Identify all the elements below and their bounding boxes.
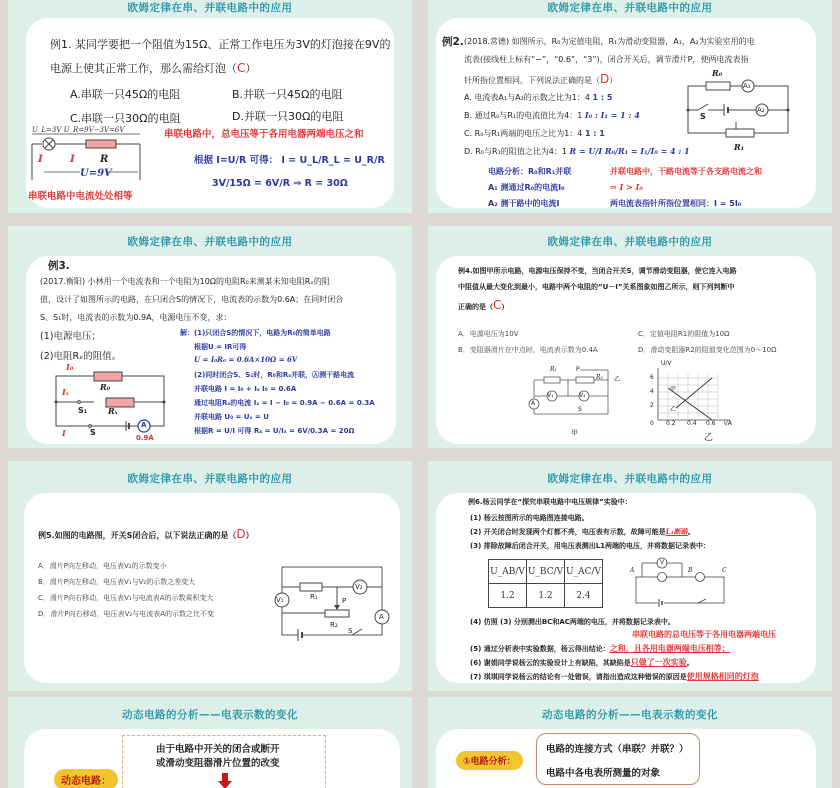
- option-b: B．变阻器滑片在中点时，电流表示数为0.4A: [458, 346, 598, 354]
- slide-card: [26, 18, 394, 208]
- label-v: V: [660, 559, 665, 566]
- answer: C: [237, 61, 246, 75]
- circuit-analysis-tag: ①电路分析：: [456, 751, 523, 770]
- option-c: C．滑片P向右移动，电压表V₁与电流表A的示数乘积变大: [38, 594, 214, 602]
- label-r0: R₀: [712, 68, 723, 78]
- label-p: P: [576, 366, 580, 373]
- graph-xtick-02: 0.2: [666, 420, 676, 427]
- formula-2: 3V/15Ω = 6V/R ⇒ R = 30Ω: [212, 178, 348, 189]
- label-a: A: [531, 400, 536, 407]
- option-a: A．电源电压为10V: [458, 330, 519, 338]
- resistor-label: R: [100, 154, 109, 165]
- voltage-data-table: [488, 559, 603, 608]
- note-parallel: 并联电路中，干路电流等于各支路电流之和: [610, 167, 762, 176]
- label-c: C: [722, 567, 727, 574]
- slide-5[interactable]: [8, 461, 412, 691]
- figure-label-jia: 甲: [571, 429, 578, 437]
- slide-card: [436, 256, 816, 444]
- option-d: D．滑动变阻器R2的阻值变化范围为0～10Ω: [638, 346, 777, 354]
- analysis-a2: A₂ 测干路中的电流I: [488, 199, 560, 208]
- step-5-answer-1: 串联电路的总电压等于各用电器两端电压: [632, 630, 776, 639]
- graph-xlabel: I/A: [724, 420, 732, 427]
- slide-card: [436, 18, 816, 208]
- label-i0: I₀: [66, 362, 74, 372]
- slide-card: [24, 493, 400, 683]
- table-cell: 2.4: [565, 584, 603, 608]
- series-label-jia: 甲: [670, 386, 677, 393]
- answer: D: [600, 72, 610, 86]
- slide-card: [24, 729, 400, 788]
- solution-line-2: 根据U = IR可得: [194, 343, 247, 351]
- dynamic-circuit-tag: 动态电路：: [54, 769, 118, 788]
- solution-line-1: 解：(1)只闭合S的情况下，电路为R₀的简单电路: [180, 329, 331, 337]
- label-r1: R₁: [734, 142, 745, 152]
- question-line-3: 正确的是（C）: [458, 298, 509, 312]
- question: 例5.如图的电路图，开关S闭合后，以下说法正确的是（D）: [38, 527, 254, 541]
- v1-v2-circuit-diagram: [280, 565, 390, 645]
- slide-title: 欧姆定律在串、并联电路中的应用: [127, 473, 293, 485]
- intro: 例6.杨云同学在“探究串联电路中电压规律”实验中：: [468, 498, 632, 506]
- option-d: D．滑片P向右移动，电压表V₂与电流表A的示数之比不变: [38, 610, 214, 618]
- label-v1: V₁: [547, 392, 554, 399]
- table-header-row: [489, 560, 603, 584]
- table-cell: 1.2: [489, 584, 527, 608]
- option-a: A. 电流表A₁与A₂的示数之比为1：4 1 : 5: [464, 93, 613, 102]
- option-d: D. R₀与R₁的阻值之比为4：1 R = U/I R₀/R₁ = I₁/I₀ = 4 : 1: [464, 146, 690, 156]
- table-header-ubc: U_BC/V: [527, 560, 565, 584]
- label-s: S: [90, 428, 96, 437]
- question-line-1: (2018.常德) 如图所示，R₀为定值电阻，R₁为滑动变阻器，A₁，A₂为实验室用的电: [464, 37, 755, 46]
- label-r1: R₁: [550, 366, 557, 373]
- step-7-answer: 使用规格相同的灯泡: [686, 672, 759, 681]
- box-line-1: 电路的连接方式（串联？并联？）: [546, 744, 689, 755]
- slide-title: 动态电路的分析——电表示数的变化: [542, 709, 718, 721]
- question-line-2: 电源上使其正常工作，那么需给灯泡（C）: [50, 61, 257, 75]
- slide-3[interactable]: [8, 226, 412, 448]
- solution-line-8: 根据R = U/I 可得 Rₓ = U/Iₓ = 6V/0.3A = 20Ω: [194, 427, 355, 435]
- current-label-1: I: [38, 154, 43, 165]
- label-a2: A₂: [757, 106, 765, 114]
- graph-ytick-2: 2: [650, 402, 654, 409]
- note-series-current: 串联电路中电流处处相等: [28, 191, 133, 202]
- slide-4[interactable]: [428, 226, 832, 448]
- graph-xtick-04: 0.4: [687, 420, 697, 427]
- slide-title: 欧姆定律在串、并联电路中的应用: [547, 236, 713, 248]
- analysis-a1: A₁ 测通过R₀的电流I₀: [488, 183, 565, 192]
- label-a: A: [630, 567, 635, 574]
- slide-2[interactable]: [428, 0, 832, 213]
- label-v1: V₁: [276, 596, 284, 604]
- label-r2: R₂: [596, 374, 603, 381]
- step-2: (2) 开关闭合时发现两个灯都不亮，电压表有示数，故障可能是L₁断路。: [470, 527, 695, 536]
- slide-title: 动态电路的分析——电表示数的变化: [122, 709, 298, 721]
- option-c: C．定值电阻R1的阻值为10Ω: [638, 330, 730, 338]
- series-circuit-diagram: [30, 130, 150, 190]
- answer: D: [236, 527, 246, 541]
- label-s: S: [578, 406, 582, 413]
- step-5-answer-2: 之和，且各用电器两端电压相等；: [609, 644, 730, 653]
- label-r1: R₁: [310, 593, 318, 601]
- slide-title: 欧姆定律在串、并联电路中的应用: [127, 2, 293, 14]
- solution-line-5: 并联电路 I = I₀ + Iₓ I₀ = 0.6A: [194, 385, 297, 393]
- solution-line-3: U = I₀R₀ = 0.6A×10Ω = 6V: [194, 355, 298, 364]
- question-line-3: S、S₁时，电流表的示数为0.9A，电源电压不变，求：: [40, 313, 232, 322]
- question-line-2: 流表(接线柱上标有“−”，“0.6”，“3”)，闭合开关后，调节滑片P，使两电流表指: [464, 55, 749, 64]
- total-voltage-label: U=9V: [80, 168, 112, 179]
- option-a: A.串联一只45Ω的电阻: [70, 88, 181, 101]
- answer: C: [493, 298, 502, 312]
- option-d: D.并联一只30Ω的电阻: [232, 110, 344, 123]
- question-line-1: 例1. 某同学要把一个阻值为15Ω、正常工作电压为3V的灯泡接在9V的: [50, 38, 391, 51]
- question-label: 例3.: [48, 260, 70, 272]
- solution-line-6: 通过电阻Rₓ的电流 Iₓ = I − I₀ = 0.9A − 0.6A = 0.3A: [194, 399, 375, 407]
- question-line-3: 针所指位置相同。下列说法正确的是（D）: [464, 72, 618, 86]
- label-ix: Iₓ: [62, 387, 69, 397]
- option-b: B．滑片P向左移动，电压表V₁与V₂的示数之差变大: [38, 578, 196, 586]
- circuit-jia: [524, 374, 621, 424]
- solution-line-4: (2)同时闭合S、S₁时，R₀和Rₓ并联，Ⓐ测干路电流: [194, 371, 355, 379]
- table-header-uac: U_AC/V: [565, 560, 603, 584]
- table-cell: 1.2: [527, 584, 565, 608]
- graph-ytick-4: 4: [650, 388, 654, 395]
- voltage-split-label: U_L=3V U_R=9V−3V=6V: [32, 126, 125, 134]
- formula-1: 根据 I=U/R 可得： I = U_L/R_L = U_R/R: [194, 155, 385, 166]
- label-v2: V₂: [579, 392, 586, 399]
- sub-question-2: (2)电阻Rₓ的阻值。: [40, 351, 122, 362]
- step-2-answer: L₁断路: [665, 527, 688, 536]
- box-line-2: 或滑动变阻器滑片位置的改变: [156, 758, 280, 769]
- option-b: B. 通过R₀与R₁的电流值比为4：1 I₀ : I₁ = 1 : 4: [464, 110, 640, 120]
- step-5: (5) 通过分析表中实验数据，杨云得出结论：之和，且各用电器两端电压相等；: [470, 644, 730, 653]
- slide-6[interactable]: [428, 461, 832, 691]
- step-1: (1) 杨云按图所示的电路图连接电路。: [470, 514, 589, 522]
- label-b: B: [688, 567, 693, 574]
- slide-card: [436, 729, 816, 788]
- label-i: I: [62, 428, 66, 438]
- slide-card: [26, 256, 396, 444]
- current-label-2: I: [70, 154, 75, 165]
- option-c: C. R₀与R₁两端的电压之比为1：4 1 : 1: [464, 129, 605, 138]
- question-line-1: 例4.如图甲所示电路，电源电压保持不变，当闭合开关S，调节滑动变阻器，使它连入电路: [458, 267, 737, 275]
- label-s1: S₁: [78, 406, 88, 415]
- label-a: A: [379, 613, 384, 621]
- question-label: 例2.: [442, 36, 464, 48]
- graph-ylabel: U/V: [661, 360, 672, 367]
- slide-title: 欧姆定律在串、并联电路中的应用: [547, 2, 713, 14]
- box-line-2: 电路中各电表所测量的对象: [546, 768, 661, 779]
- ammeter-reading: 0.9A: [136, 434, 154, 442]
- slide-7[interactable]: [8, 697, 412, 788]
- box-line-1: 由于电路中开关的闭合或断开: [156, 744, 280, 755]
- label-switch: S: [700, 112, 706, 121]
- down-arrow-icon: [218, 773, 232, 788]
- two-lamp-circuit: [634, 559, 730, 609]
- step-6-answer: 只做了一次实验: [630, 658, 687, 667]
- step-7: (7) 琪琪同学说杨云的结论有一处错误，请指出造成这种错误的原因是使用规格相同的灯泡: [470, 672, 759, 681]
- step-4: (4) 仿照 (3) 分别测出BC和AC两端的电压，并将数据记录表中。: [470, 618, 675, 626]
- note-arrow: ⇒ I > I₀: [610, 182, 643, 192]
- series-label-yi: 乙: [670, 406, 677, 413]
- label-yi-small: 乙: [614, 376, 621, 383]
- ui-graph: [658, 368, 748, 428]
- table-header-uab: U_AB/V: [489, 560, 527, 584]
- note-series-voltage: 串联电路中，总电压等于各用电器两端电压之和: [164, 129, 364, 140]
- question-line-2: 值，设计了如图所示的电路，在只闭合S的情况下，电流表的示数为0.6A；在同时闭合: [40, 295, 344, 304]
- slide-title: 欧姆定律在串、并联电路中的应用: [127, 236, 293, 248]
- solution-line-7: 并联电路 U₀ = Uₓ = U: [194, 413, 269, 421]
- option-a: A．滑片P向左移动，电压表V₂的示数变小: [38, 562, 167, 570]
- graph-ytick-6: 6: [650, 374, 654, 381]
- slide-card: [436, 493, 816, 683]
- analysis-title: 电路分析：R₀和R₁并联: [488, 167, 572, 176]
- label-r2: R₂: [330, 621, 338, 629]
- graph-xtick-06: 0.6: [706, 420, 716, 427]
- figure-label-yi: 乙: [704, 433, 714, 443]
- label-rx: Rₓ: [108, 406, 118, 416]
- option-b: B.并联一只45Ω的电阻: [232, 88, 343, 101]
- slide-8[interactable]: [428, 697, 832, 788]
- table-row: [489, 584, 603, 608]
- question-line-1: (2017.衡阳) 小林用一个电流表和一个电阻为10Ω的电阻R₀来测某未知电阻Rₓ的阻: [40, 277, 330, 286]
- label-r0: R₀: [100, 382, 111, 392]
- step-3: (3) 排除故障后闭合开关，用电压表测出L1两端的电压，并将数据记录表中：: [470, 542, 711, 550]
- note-same: 两电流表指针所指位置相同：I = 5I₀: [610, 199, 742, 208]
- label-s: S: [348, 627, 353, 635]
- step-6: (6) 谢娟同学说杨云的实验设计上有缺陷，其缺陷是只做了一次实验。: [470, 658, 694, 667]
- label-a1: A₁: [743, 82, 751, 90]
- slide-title: 欧姆定律在串、并联电路中的应用: [547, 473, 713, 485]
- slide-1[interactable]: [8, 0, 412, 213]
- sub-question-1: (1)电源电压；: [40, 331, 101, 342]
- label-ammeter: A: [141, 421, 147, 429]
- graph-xtick-0: 0: [650, 420, 654, 427]
- question-line-2: 中阻值从最大变化到最小，电路中两个电阻的“U－I”关系图象如图乙所示，则下列判断中: [458, 283, 735, 291]
- label-p: P: [342, 597, 347, 605]
- rx-measurement-circuit: [54, 370, 174, 440]
- option-c: C.串联一只30Ω的电阻: [70, 112, 181, 125]
- label-v2: V₂: [355, 583, 363, 591]
